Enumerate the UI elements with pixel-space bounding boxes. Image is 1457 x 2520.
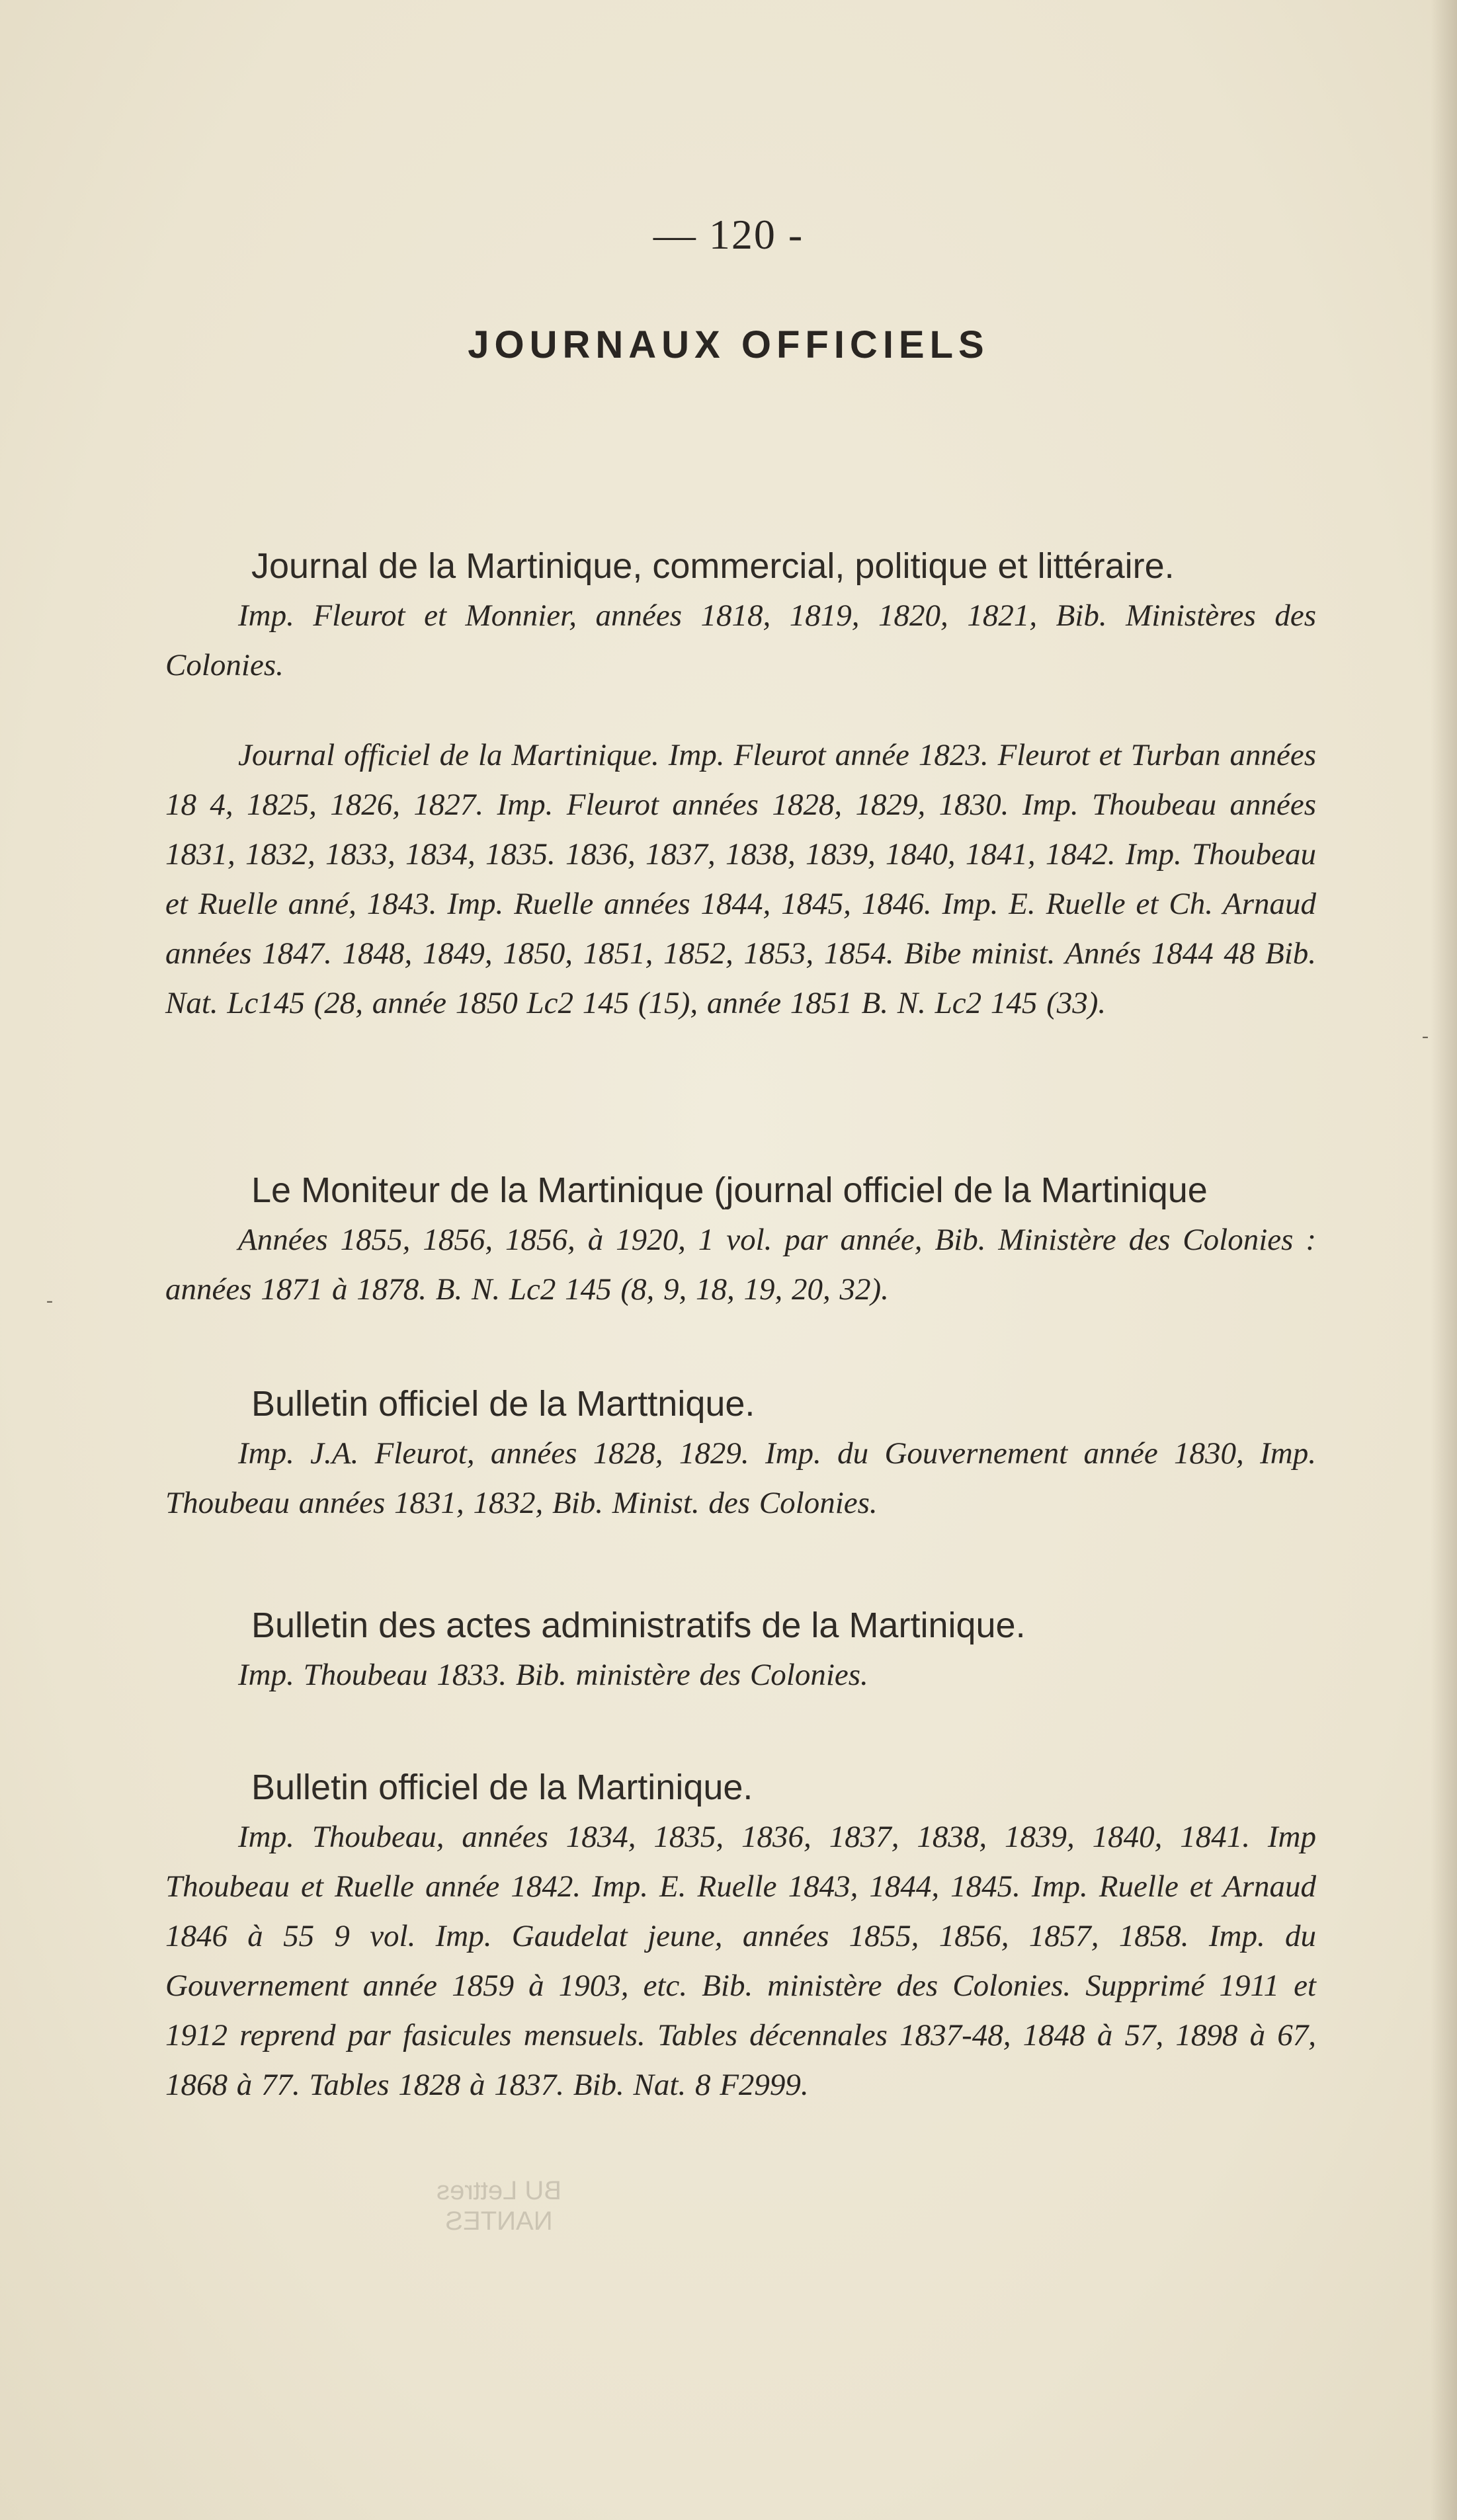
entry-body: Années 1855, 1856, 1856, à 1920, 1 vol. par année, Bib. Ministère des Colonies : années 1871 à 1878. B. N. Lc2 145 (8, 9, 18, 19, 20, 32). bbox=[165, 1223, 1316, 1307]
margin-dash: - bbox=[46, 1289, 53, 1311]
entry-title: Bulletin officiel de la Martinique. bbox=[251, 1768, 753, 1807]
entry-body: Imp. J.A. Fleurot, années 1828, 1829. Imp. du Gouvernement année 1830, Imp. Thoubeau années 1831, 1832, Bib. Minist. des Colonies. bbox=[165, 1436, 1316, 1520]
entry-moniteur-martinique bbox=[165, 1165, 1316, 1315]
entry-title: Bulletin des actes administratifs de la Martinique. bbox=[251, 1605, 1026, 1645]
entry-body: Imp. Thoubeau, années 1834, 1835, 1836, 1837, 1838, 1839, 1840, 1841. Imp Thoubeau et Ruelle année 1842. Imp. E. Ruelle 1843, 1844, 1845. Imp. Ruelle et Arnaud 1846 à 55 9 vol. Imp. Gaudelat jeune, années 1855, 1856, 1857, 1858. Imp. du Gouvernement année 1859 à 1903, etc. Bib. ministère des Colonies. Supprimé 1911 et 1912 reprend par fasicules mensuels. Tables décennales 1837-48, 1848 à 57, 1898 à 67, 1868 à 77. Tables 1828 à 1837. Bib. Nat. 8 F2999. bbox=[165, 1820, 1316, 2102]
page-number: — 120 - bbox=[653, 211, 804, 258]
entry-body: Imp. Fleurot et Monnier, années 1818, 1819, 1820, 1821, Bib. Ministères des Colonies. bbox=[165, 598, 1316, 682]
entry-journal-martinique bbox=[165, 541, 1316, 690]
stamp-line: BU Lettres bbox=[437, 2176, 562, 2205]
entry-journal-officiel bbox=[165, 731, 1316, 1028]
entry-bulletin-officiel-2 bbox=[165, 1762, 1316, 2110]
entry-title: Bulletin officiel de la Marttnique. bbox=[251, 1384, 755, 1424]
entry-bulletin-actes bbox=[165, 1600, 1316, 1700]
page-binding-edge bbox=[1431, 0, 1457, 2520]
entry-title-and-body: Journal officiel de la Martinique. Imp. Fleurot année 1823. Fleurot et Turban années 18 4, 1825, 1826, 1827. Imp. Fleurot années 1828, 1829, 1830. Imp. Thoubeau années 1831, 1832, 1833, 1834, 1835. 1836, 1837, 1838, 1839, 1840, 1841, 1842. Imp. Thoubeau et Ruelle anné, 1843. Imp. Ruelle années 1844, 1845, 1846. Imp. E. Ruelle et Ch. Arnaud années 1847. 1848, 1849, 1850, 1851, 1852, 1853, 1854. Bibe minist. Annés 1844 48 Bib. Nat. Lc145 (28, année 1850 Lc2 145 (15), année 1851 B. N. Lc2 145 (33). bbox=[165, 738, 1316, 1020]
stamp-line: NANTES bbox=[445, 2207, 553, 2236]
section-heading: JOURNAUX OFFICIELS bbox=[468, 323, 989, 366]
entry-body: Imp. Thoubeau 1833. Bib. ministère des Colonies. bbox=[238, 1658, 868, 1692]
entry-title: Journal de la Martinique, commercial, politique et littéraire. bbox=[251, 546, 1175, 586]
entry-bulletin-officiel-1 bbox=[165, 1379, 1316, 1528]
entry-title: Le Moniteur de la Martinique (journal officiel de la Martinique bbox=[251, 1170, 1208, 1210]
margin-dash: - bbox=[1422, 1025, 1429, 1047]
library-stamp-bleedthrough bbox=[437, 2175, 562, 2236]
